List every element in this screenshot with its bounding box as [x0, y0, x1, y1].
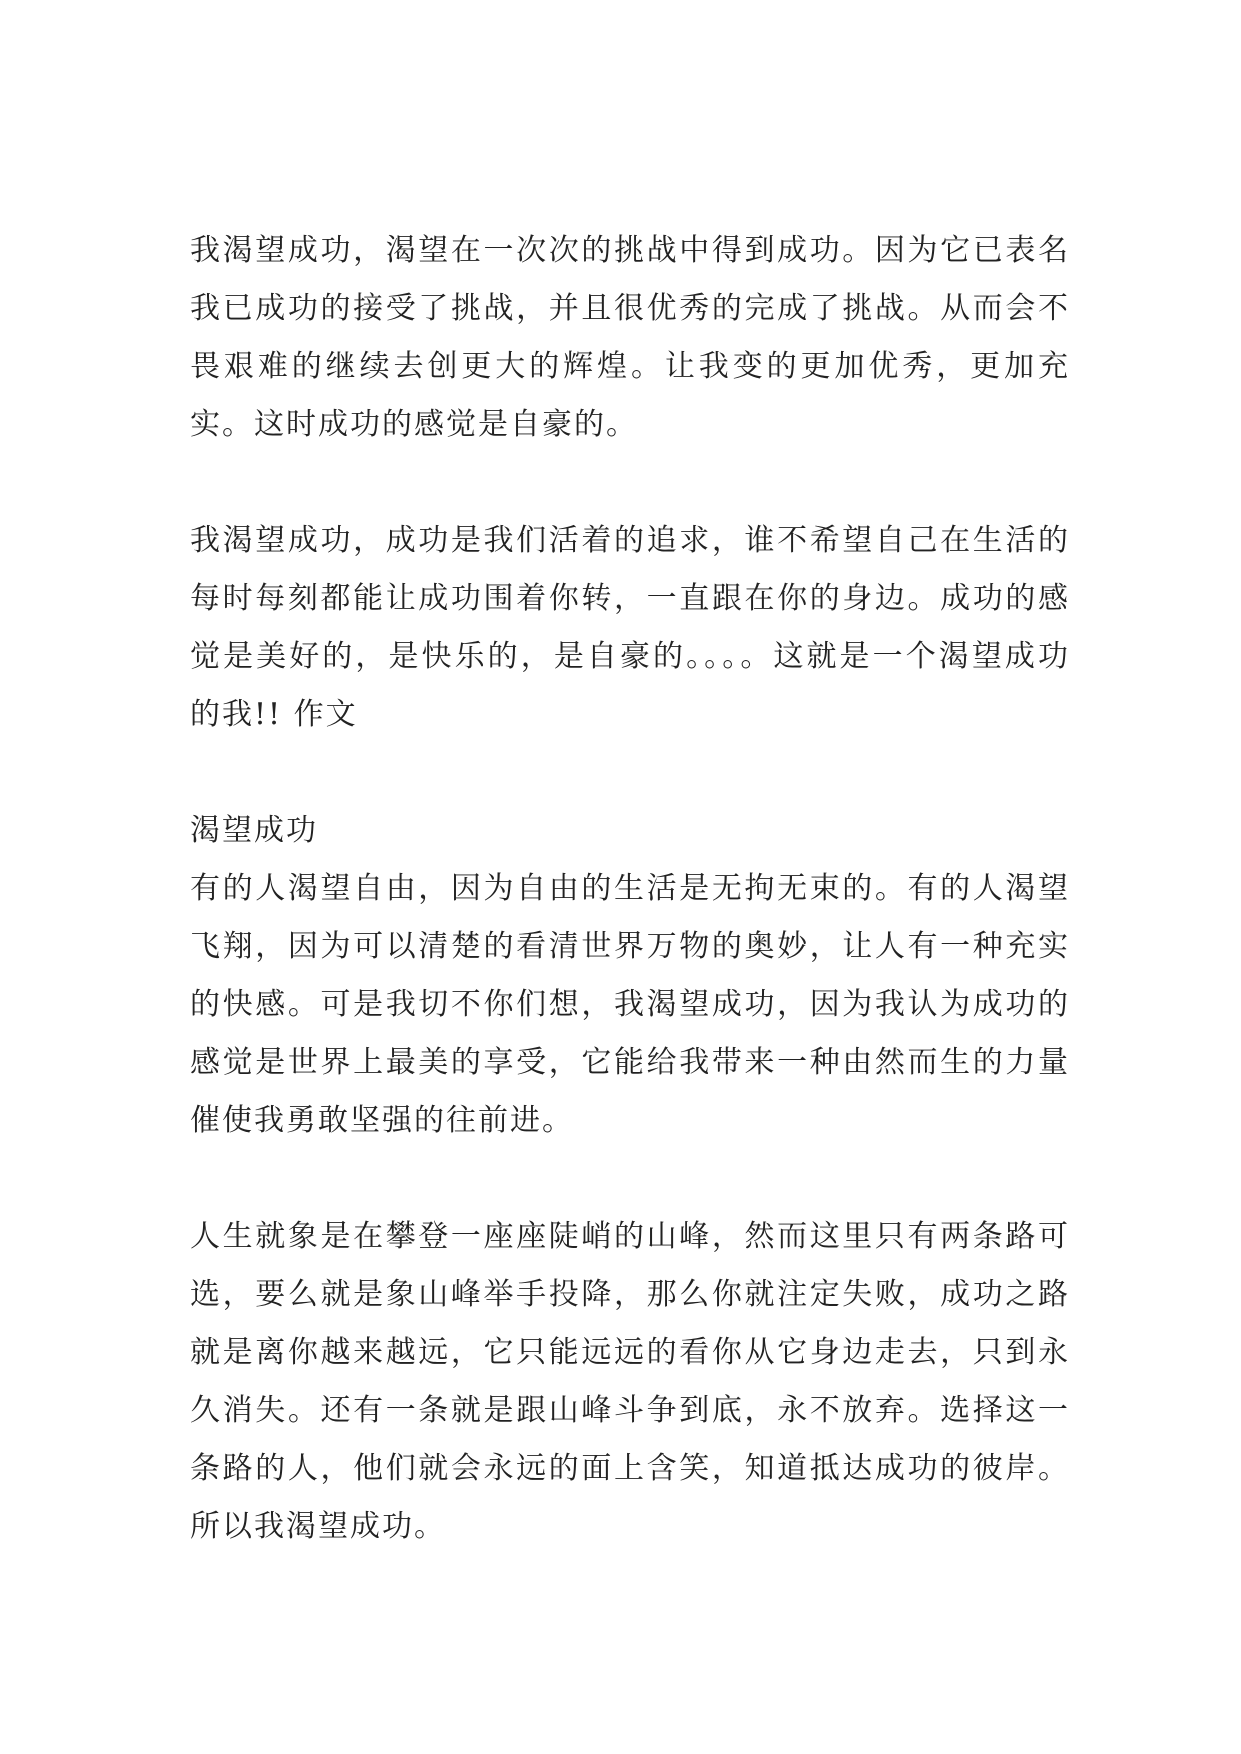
paragraph-1: 我渴望成功，渴望在一次次的挑战中得到成功。因为它已表名我已成功的接受了挑战，并且很优秀的完成了挑战。从而会不畏艰难的继续去创更大的辉煌。让我变的更加优秀，更加充实。这时成功的感觉是自豪的。 — [190, 233, 1070, 442]
document-body — [190, 222, 1070, 1556]
paragraph-gap — [190, 454, 1070, 512]
paragraph-2: 我渴望成功，成功是我们活着的追求，谁不希望自己在生活的每时每刻都能让成功围着你转，一直跟在你的身边。成功的感觉是美好的，是快乐的，是自豪的。。。。这就是一个渴望成功的我!! 作文 — [190, 523, 1070, 732]
paragraph-gap — [190, 744, 1070, 802]
paragraph-4: 人生就象是在攀登一座座陡峭的山峰，然而这里只有两条路可选，要么就是象山峰举手投降，那么你就注定失败，成功之路就是离你越来越远，它只能远远的看你从它身边走去，只到永久消失。还有一条就是跟山峰斗争到底，永不放弃。选择这一条路的人，他们就会永远的面上含笑，知道抵达成功的彼岸。所以我渴望成功。 — [190, 1219, 1070, 1544]
paragraph-gap — [190, 1150, 1070, 1208]
paragraph-3: 有的人渴望自由，因为自由的生活是无拘无束的。有的人渴望飞翔，因为可以清楚的看清世界万物的奥妙，让人有一种充实的快感。可是我切不你们想，我渴望成功，因为我认为成功的感觉是世界上最美的享受，它能给我带来一种由然而生的力量催使我勇敢坚强的往前进。 — [190, 871, 1070, 1138]
section-heading: 渴望成功 — [190, 813, 318, 848]
